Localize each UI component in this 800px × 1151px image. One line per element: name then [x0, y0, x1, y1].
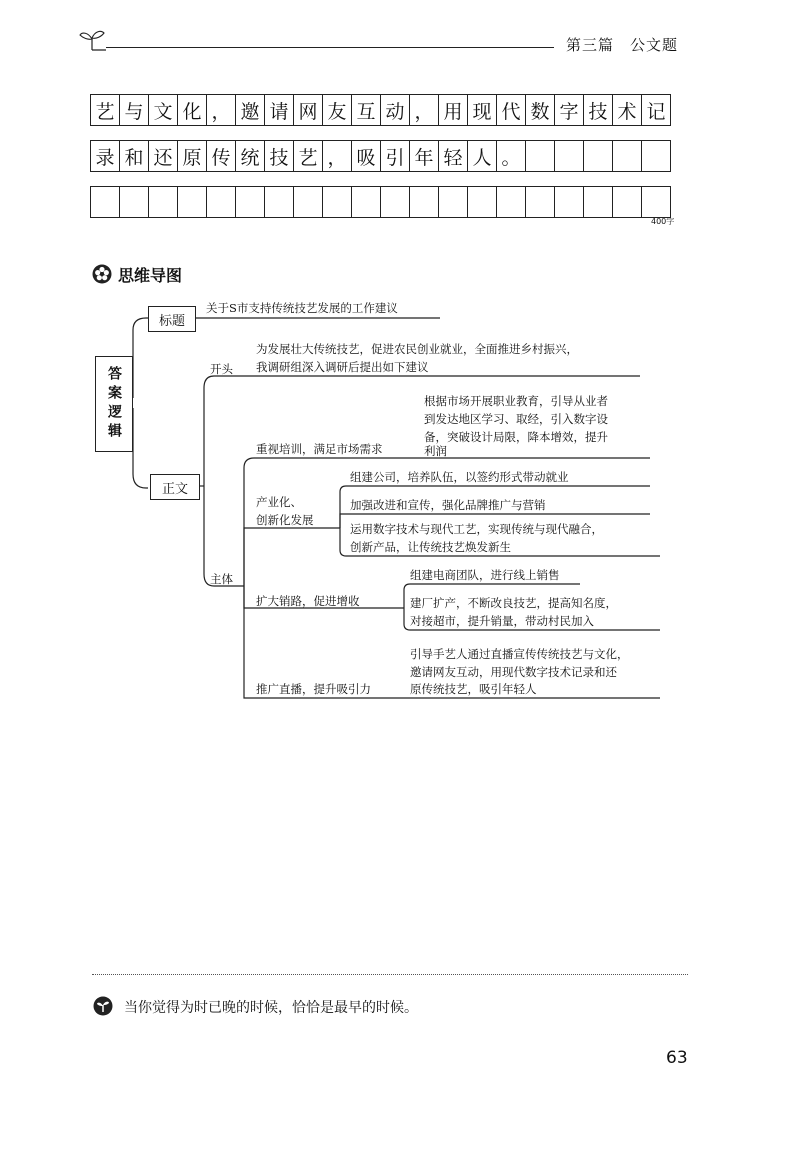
grid-cell: 现 — [467, 94, 497, 126]
footer-divider — [92, 974, 688, 975]
grid-cell: 录 — [90, 140, 120, 172]
body-node — [150, 474, 200, 500]
branch-livestream-line-2: 邀请网友互动，用现代数字技术记录和还 — [410, 665, 617, 679]
branch-livestream-label: 推广直播，提升吸引力 — [256, 682, 371, 696]
mindmap-section-title: 思维导图 — [118, 266, 183, 285]
grid-cell: 和 — [119, 140, 149, 172]
seedling-badge-icon — [93, 996, 113, 1016]
branch-sales-label: 扩大销路，促进增收 — [256, 594, 360, 608]
grid-cell: 动 — [380, 94, 410, 126]
grid-cell: 统 — [235, 140, 265, 172]
branch-sales-item-2b: 对接超市，提升销量，带动村民加入 — [410, 614, 594, 628]
branch-training-line-2: 到发达地区学习、取经，引入数字设 — [424, 412, 608, 426]
grid-cell: 字 — [554, 94, 584, 126]
branch-industry-item-3b: 创新产品，让传统技艺焕发新生 — [350, 540, 511, 554]
grid-cell: 引 — [380, 140, 410, 172]
word-count-label: 400字 — [651, 217, 675, 226]
grid-cell: 吸 — [351, 140, 381, 172]
title-node — [148, 306, 196, 332]
branch-livestream-line-3: 原传统技艺，吸引年轻人 — [410, 682, 537, 696]
grid-cell: 用 — [438, 94, 468, 126]
branch-industry-item-2: 加强改进和宣传，强化品牌推广与营销 — [350, 498, 546, 512]
grid-cell: ， — [322, 140, 352, 172]
grid-cell: 与 — [119, 94, 149, 126]
grid-cell: 。 — [496, 140, 526, 172]
branch-training-line-3: 备，突破设计局限，降本增效，提升 — [424, 430, 608, 444]
grid-cell: 轻 — [438, 140, 468, 172]
grid-cell: 艺 — [90, 94, 120, 126]
branch-training-line-1: 根据市场开展职业教育，引导从业者 — [424, 394, 608, 408]
root-label: 答案逻辑 — [106, 366, 122, 442]
grid-cell: 邀 — [235, 94, 265, 126]
title-text: 关于S市支持传统技艺发展的工作建议 — [206, 301, 398, 315]
grid-cell: 技 — [583, 94, 613, 126]
grid-cell: 文 — [148, 94, 178, 126]
grid-cell: ， — [409, 94, 439, 126]
grid-cell: 化 — [177, 94, 207, 126]
footer-quote: 当你觉得为时已晚的时候，恰恰是最早的时候。 — [124, 1000, 418, 1016]
grid-cell: 网 — [293, 94, 323, 126]
grid-cell: 代 — [496, 94, 526, 126]
branch-industry-label-1: 产业化、 — [256, 495, 302, 509]
branch-sales-item-1: 组建电商团队，进行线上销售 — [410, 568, 560, 582]
grid-cell: 原 — [177, 140, 207, 172]
grid-cell: 还 — [148, 140, 178, 172]
title-node-label: 标题 — [158, 313, 185, 329]
body-node-label: 正文 — [161, 481, 188, 497]
grid-cell: 请 — [264, 94, 294, 126]
opening-line-1: 为发展壮大传统技艺，促进农民创业就业，全面推进乡村振兴， — [256, 342, 578, 356]
root-node — [95, 356, 133, 452]
grid-cell: 术 — [612, 94, 642, 126]
branch-industry-item-1: 组建公司，培养队伍，以签约形式带动就业 — [350, 470, 569, 484]
grid-cell: 数 — [525, 94, 555, 126]
page-number: 63 — [666, 1048, 688, 1068]
opening-line-2: 我调研组深入调研后提出如下建议 — [256, 360, 429, 374]
branch-training-line-4: 利润 — [424, 444, 447, 458]
grid-cell: 艺 — [293, 140, 323, 172]
grid-cell: 记 — [641, 94, 671, 126]
grid-cell: 技 — [264, 140, 294, 172]
grid-cell: 友 — [322, 94, 352, 126]
grid-cell: 人 — [467, 140, 497, 172]
grid-cell: 互 — [351, 94, 381, 126]
opening-label: 开头 — [210, 362, 233, 376]
grid-cell: 年 — [409, 140, 439, 172]
main-label: 主体 — [210, 572, 233, 586]
branch-livestream-line-1: 引导手艺人通过直播宣传传统技艺与文化， — [410, 647, 629, 661]
grid-cell: 传 — [206, 140, 236, 172]
branch-industry-item-3a: 运用数字技术与现代工艺，实现传统与现代融合， — [350, 522, 603, 536]
grid-cell: ， — [206, 94, 236, 126]
page-section-title: 第三篇 公文题 — [566, 36, 679, 54]
branch-industry-label-2: 创新化发展 — [256, 513, 314, 527]
branch-training-label: 重视培训，满足市场需求 — [256, 442, 383, 456]
branch-sales-item-2a: 建厂扩产，不断改良技艺，提高知名度， — [410, 596, 617, 610]
